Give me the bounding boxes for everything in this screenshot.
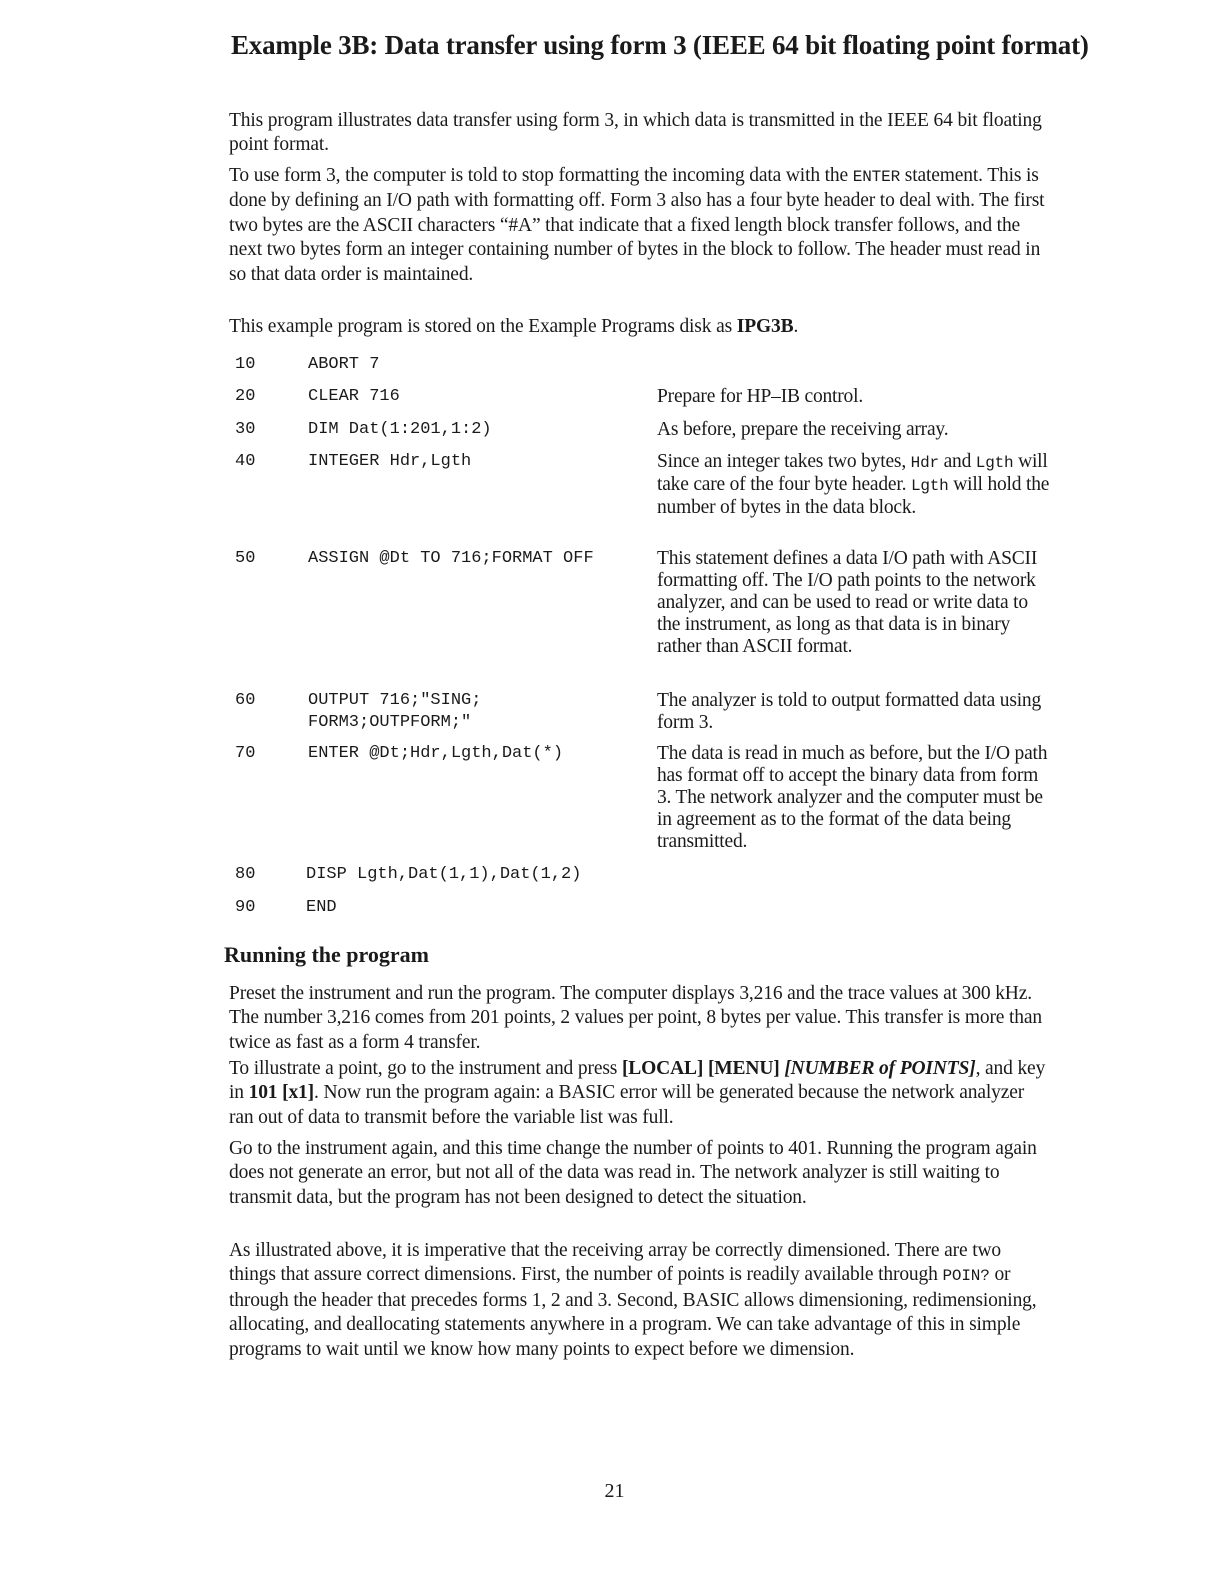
code-statement: END — [306, 898, 337, 917]
code-statement: DISP Lgth,Dat(1,1),Dat(1,2) — [306, 865, 582, 884]
line-number: 50 — [235, 549, 256, 568]
inline-code: Hdr — [910, 454, 939, 472]
running-paragraph-3: Go to the instrument again, and this time change the number of points to 401. Running the program again does not generate an error, but not all of the data was read in. The network analyzer is still waiting to transmit data, but the program has not been designed to detect the situation. — [229, 1138, 1037, 1208]
key-entry: 101 [x1] — [248, 1082, 315, 1104]
line-number: 70 — [235, 744, 256, 763]
page-title: Example 3B: Data transfer using form 3 (IEEE 64 bit floating point format) — [231, 30, 1089, 60]
line-comment: Prepare for HP–IB control. — [657, 386, 863, 407]
form3-explanation-paragraph — [229, 164, 1049, 287]
paragraph-text: or through the header that precedes forms 1, 2 and 3. Second, BASIC allows dimensioning, redimensioning, allocating, and deallocating statements anywhere in a program. We can take advantage of this in simple programs to wait until we know how many points to expect before we dimension. — [229, 1264, 1037, 1360]
line-number: 60 — [235, 691, 256, 710]
line-number: 10 — [235, 355, 256, 374]
paragraph-text: . Now run the program again: a BASIC error will be generated because the network analyzer ran out of data to transmit before the variable list was full. — [229, 1082, 1025, 1128]
page-number: 21 — [604, 1480, 625, 1502]
program-location-paragraph — [229, 315, 1049, 339]
paragraph-text: . — [793, 316, 799, 337]
code-statement: CLEAR 716 — [308, 387, 400, 406]
inline-code: POIN? — [942, 1267, 990, 1286]
running-paragraph-2 — [229, 1057, 1049, 1130]
line-comment: This statement defines a data I/O path with ASCII formatting off. The I/O path points to the network analyzer, and can be used to read or write data to the instrument, as long as that data is in binary rather than ASCII format. — [657, 548, 1038, 657]
line-number: 80 — [235, 865, 256, 884]
comment-text: and — [938, 451, 976, 472]
key-sequence: [LOCAL] [MENU] — [621, 1058, 780, 1079]
code-statement: ENTER @Dt;Hdr,Lgth,Dat(*) — [308, 744, 564, 763]
line-number: 90 — [235, 898, 256, 917]
line-comment — [657, 451, 1052, 519]
comment-text: Since an integer takes two bytes, — [657, 451, 911, 472]
section-heading: Running the program — [224, 942, 429, 967]
line-number: 40 — [235, 452, 256, 471]
inline-code: Lgth — [975, 454, 1014, 472]
line-number: 20 — [235, 387, 256, 406]
paragraph-text: statement. This is done by defining an I/O path with formatting off. Form 3 also has a four byte header to deal with. The first two bytes are the ASCII characters “#A” that indicate that a fixed length block transfer follows, and the next two bytes form an integer containing number of bytes in the block to follow. The header must read in so that data order is maintained. — [229, 165, 1045, 285]
comment-text: will take care of the four byte header. — [657, 451, 1048, 495]
intro-paragraph: This program illustrates data transfer using form 3, in which data is transmitted in the IEEE 64 bit floating point format. — [229, 110, 1042, 156]
paragraph-text: To illustrate a point, go to the instrument and press — [229, 1058, 622, 1079]
code-statement: ASSIGN @Dt TO 716;FORMAT OFF — [308, 549, 594, 568]
program-name: IPG3B — [736, 316, 794, 337]
line-number: 30 — [235, 420, 256, 439]
paragraph-text: This example program is stored on the Example Programs disk as — [229, 316, 737, 337]
running-paragraph-1: Preset the instrument and run the program. The computer displays 3,216 and the trace values at 300 kHz. The number 3,216 comes from 201 points, 2 values per point, 8 bytes per value. This transfer is more than twice as fast as a form 4 transfer. — [229, 983, 1043, 1053]
line-comment: The analyzer is told to output formatted data using form 3. — [657, 690, 1042, 733]
line-comment: As before, prepare the receiving array. — [657, 419, 949, 440]
code-statement: OUTPUT 716;"SING; FORM3;OUTPFORM;" — [308, 691, 482, 732]
running-paragraph-4 — [229, 1239, 1049, 1362]
code-statement: ABORT 7 — [308, 355, 380, 374]
paragraph-text: , and key in — [229, 1058, 1046, 1104]
inline-code: ENTER — [852, 168, 901, 186]
inline-code: Lgth — [910, 477, 949, 495]
code-statement: INTEGER Hdr,Lgth — [308, 452, 472, 471]
comment-text: will hold the number of bytes in the data block. — [657, 474, 1050, 518]
softkey-label: [NUMBER of POINTS] — [784, 1058, 976, 1079]
line-comment: The data is read in much as before, but the I/O path has format off to accept the binary data from form 3. The network analyzer and the computer must be in agreement as to the format of the data being transmitted. — [657, 743, 1048, 852]
code-statement: DIM Dat(1:201,1:2) — [308, 420, 492, 439]
paragraph-text: To use form 3, the computer is told to stop formatting the incoming data with the — [229, 165, 853, 186]
paragraph-text: As illustrated above, it is imperative that the receiving array be correctly dimensioned. There are two things that assure correct dimensions. First, the number of points is readily available through — [229, 1240, 1002, 1286]
